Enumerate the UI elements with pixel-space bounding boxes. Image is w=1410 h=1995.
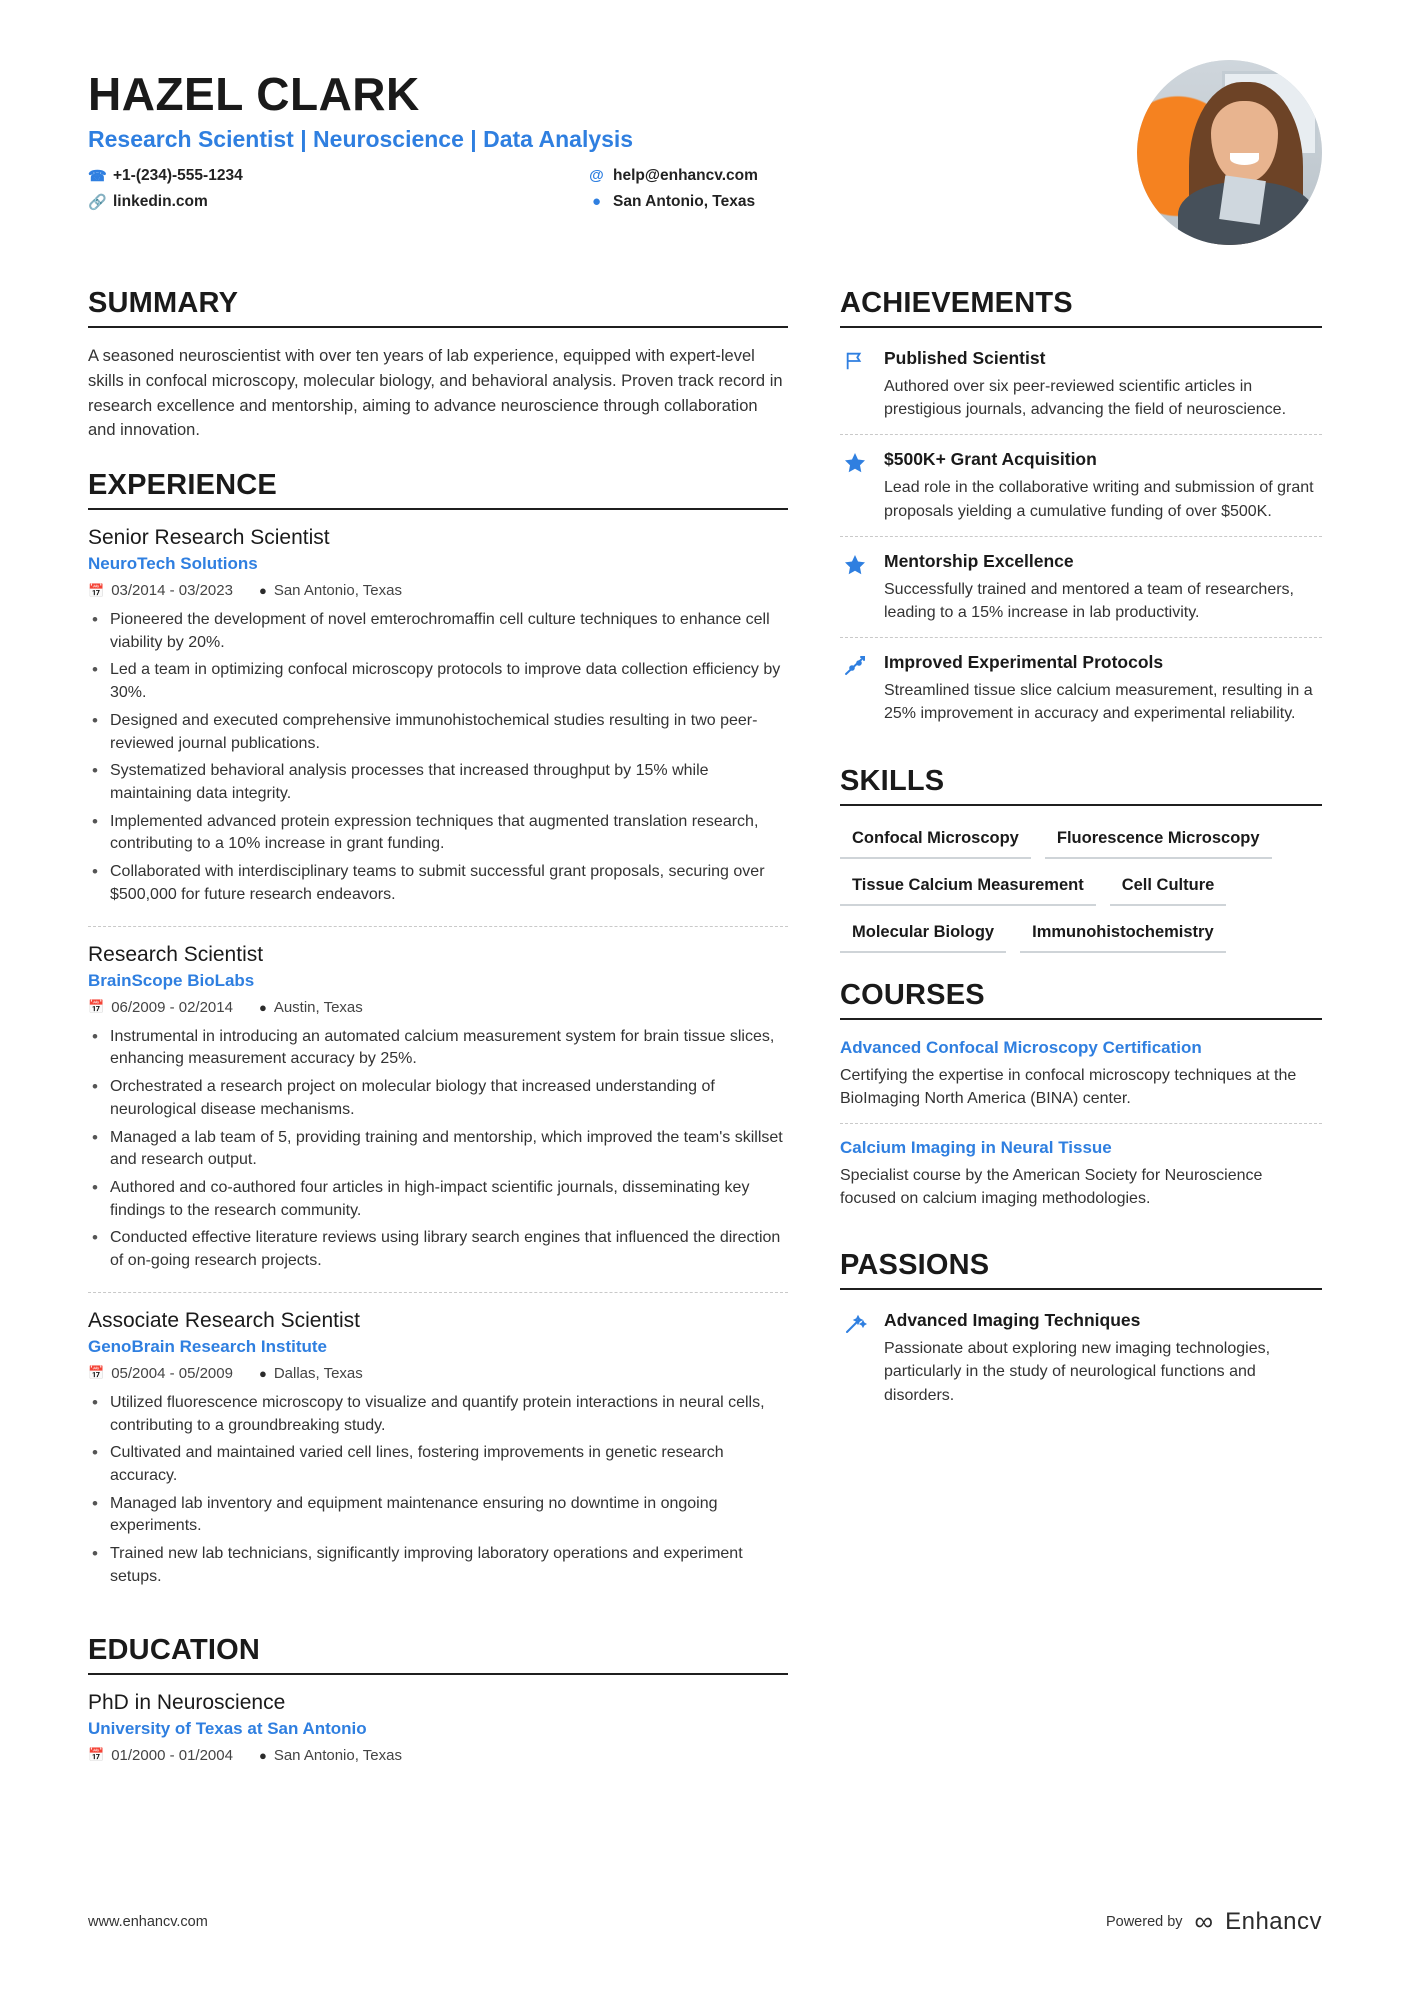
achievement-item: [840, 434, 1322, 535]
job-role: Senior Research Scientist: [88, 526, 330, 549]
list-item: • Designed and executed comprehensive immunohistochemical studies resulting in two peer-reviewed journal publications.: [88, 710, 788, 755]
course-desc: Certifying the expertise in confocal microscopy techniques at the BioImaging North America (BINA) center.: [840, 1066, 1297, 1107]
job-role: Research Scientist: [88, 942, 264, 966]
location-icon: ●: [258, 583, 267, 598]
experience-item: [88, 926, 788, 1292]
achievement-body: [884, 449, 1322, 522]
summary-divider: [88, 326, 788, 328]
job-meta: [88, 999, 788, 1016]
education-divider: [88, 1673, 788, 1675]
list-item: • Implemented advanced protein expression techniques that augmented translation research, contributing to a 10% increase in grant funding.: [88, 811, 788, 856]
education-location: San Antonio, Texas: [273, 1746, 402, 1764]
calendar-icon: 📅: [88, 999, 105, 1015]
course-item: [840, 1036, 1322, 1123]
achievement-title: $500K+ Grant Acquisition: [884, 449, 1097, 470]
skill-chip: Tissue Calcium Measurement: [840, 869, 1096, 906]
location-icon: ●: [258, 999, 267, 1015]
list-item: • Authored and co-authored four articles in high-impact scientific journals, disseminating key findings to the research community.: [88, 1177, 788, 1222]
course-item: [840, 1123, 1322, 1223]
job-bullets: [88, 1026, 788, 1273]
resume-header: [88, 60, 1322, 245]
contact-link[interactable]: [88, 193, 588, 211]
avatar-face: [1211, 101, 1278, 182]
job-meta: [88, 1365, 788, 1382]
page-title: HAZEL CLARK: [88, 68, 420, 120]
achievement-item: [840, 637, 1322, 738]
contact-location: [588, 193, 758, 211]
contact-location-text: San Antonio, Texas: [613, 192, 756, 210]
courses-divider: [840, 1018, 1322, 1020]
magic-wand-icon: [840, 1310, 870, 1407]
job-dates: 03/2014 - 03/2023: [111, 582, 233, 599]
skills-heading: SKILLS: [840, 764, 945, 797]
list-item: • Utilized fluorescence microscopy to visualize and quantify protein interactions in neural cells, contributing to a groundbreaking study.: [88, 1392, 788, 1437]
job-meta: [88, 582, 788, 599]
summary-text: A seasoned neuroscientist with over ten years of lab experience, equipped with expert-level skills in confocal microscopy, molecular biology, and behavioral analysis. Proven track record in research excellence and mentorship, aiming to advance neuroscience through collaboration and innovation.: [88, 347, 783, 440]
job-dates: 06/2009 - 02/2014: [111, 998, 233, 1016]
phone-icon: ☎: [88, 167, 107, 185]
list-item: • Conducted effective literature reviews using library search engines that influenced the direction of on-going research projects.: [88, 1227, 788, 1272]
passions-heading: PASSIONS: [840, 1249, 990, 1282]
achievements-heading: ACHIEVEMENTS: [840, 287, 1073, 319]
education-location-wrap: [259, 1747, 402, 1764]
passion-desc: Passionate about exploring new imaging technologies, particularly in the study of neurological functions and disorders.: [884, 1340, 1271, 1404]
experience-divider: [88, 508, 788, 510]
powered-by-label: Powered by: [1105, 1913, 1183, 1930]
courses-heading: COURSES: [840, 978, 985, 1011]
chart-line-icon: [840, 652, 870, 725]
skill-chip: Immunohistochemistry: [1020, 916, 1226, 953]
contact-link-text: linkedin.com: [113, 192, 208, 210]
education-degree: PhD in Neuroscience: [88, 1690, 286, 1714]
passion-body: [884, 1310, 1322, 1407]
section-skills: [840, 765, 1322, 953]
footer-website[interactable]: www.enhancv.com: [88, 1913, 208, 1930]
avatar-collar: [1219, 176, 1265, 226]
job-location: Dallas, Texas: [273, 1364, 363, 1382]
job-location-wrap: [259, 1365, 363, 1382]
list-item: • Managed a lab team of 5, providing training and mentorship, which improved the team's skillset and research output.: [88, 1127, 788, 1172]
achievement-body: [884, 348, 1322, 421]
right-column: [840, 287, 1322, 1790]
achievement-desc: Successfully trained and mentored a team of researchers, leading to a 15% increase in lab productivity.: [884, 580, 1294, 621]
summary-heading: SUMMARY: [88, 287, 239, 319]
contact-phone[interactable]: [88, 167, 588, 185]
education-meta: [88, 1747, 788, 1764]
list-item: • Systematized behavioral analysis processes that increased throughput by 15% while maintaining data integrity.: [88, 760, 788, 805]
footer-branding: [1106, 1906, 1322, 1937]
achievement-item: [840, 536, 1322, 637]
job-company[interactable]: BrainScope BioLabs: [88, 970, 255, 990]
headline: Research Scientist | Neuroscience | Data Analysis: [88, 125, 634, 152]
list-item: • Pioneered the development of novel emterochromaffin cell culture techniques to enhance cell viability by 20%.: [88, 609, 788, 654]
education-heading: EDUCATION: [88, 1633, 261, 1666]
calendar-icon: 📅: [88, 1365, 105, 1381]
page-footer: [88, 1906, 1322, 1937]
job-dates-wrap: [88, 582, 233, 599]
list-item: • Managed lab inventory and equipment maintenance ensuring no downtime in ongoing experiments.: [88, 1493, 788, 1538]
section-courses: [840, 979, 1322, 1224]
star-icon: [840, 551, 870, 624]
achievement-title: Published Scientist: [884, 348, 1046, 368]
section-education: [88, 1634, 788, 1764]
contact-email[interactable]: [588, 167, 758, 185]
job-dates: 05/2004 - 05/2009: [111, 1364, 233, 1382]
achievements-divider: [840, 326, 1322, 328]
section-passions: [840, 1249, 1322, 1407]
location-icon: ●: [591, 193, 602, 211]
skill-chip: Molecular Biology: [840, 916, 1006, 953]
skills-divider: [840, 804, 1322, 806]
job-role: Associate Research Scientist: [88, 1308, 360, 1332]
content-columns: [88, 287, 1322, 1790]
experience-item: [88, 526, 788, 926]
achievement-desc: Lead role in the collaborative writing and submission of grant proposals yielding a cumulative funding of over $500K.: [884, 479, 1314, 520]
skill-chip: Cell Culture: [1110, 869, 1227, 906]
job-location-wrap: [259, 999, 363, 1016]
course-title[interactable]: Calcium Imaging in Neural Tissue: [840, 1137, 1112, 1157]
calendar-icon: 📅: [88, 582, 105, 598]
education-school[interactable]: University of Texas at San Antonio: [88, 1718, 367, 1738]
skill-chip: Confocal Microscopy: [840, 822, 1031, 859]
list-item: • Led a team in optimizing confocal microscopy protocols to improve data collection efficiency by 30%.: [88, 659, 788, 704]
experience-item: [88, 1292, 788, 1608]
job-location: San Antonio, Texas: [273, 582, 402, 599]
list-item: • Trained new lab technicians, significantly improving laboratory operations and experiment setups.: [88, 1543, 788, 1588]
contact-email-text: help@enhancv.com: [613, 166, 758, 184]
section-achievements: [840, 287, 1322, 739]
email-icon: @: [589, 167, 604, 185]
left-column: [88, 287, 788, 1790]
education-item: [88, 1691, 788, 1764]
calendar-icon: 📅: [88, 1747, 105, 1763]
job-bullets: [88, 609, 788, 907]
education-dates-wrap: [88, 1747, 233, 1764]
course-desc: Specialist course by the American Society for Neuroscience focused on calcium imaging methodologies.: [840, 1166, 1263, 1208]
section-experience: [88, 469, 788, 1608]
achievement-title: Improved Experimental Protocols: [884, 652, 1164, 673]
course-title[interactable]: Advanced Confocal Microscopy Certification: [840, 1037, 1202, 1057]
achievement-title: Mentorship Excellence: [884, 550, 1074, 571]
job-dates-wrap: [88, 999, 233, 1016]
passions-divider: [840, 1288, 1322, 1290]
job-dates-wrap: [88, 1365, 233, 1382]
education-dates: 01/2000 - 01/2004: [111, 1746, 233, 1764]
list-item: • Cultivated and maintained varied cell lines, fostering improvements in genetic research accuracy.: [88, 1442, 788, 1487]
job-company[interactable]: NeuroTech Solutions: [88, 554, 258, 573]
link-icon: 🔗: [88, 193, 107, 211]
skill-chip: Fluorescence Microscopy: [1045, 822, 1272, 859]
header-left: [88, 60, 758, 211]
job-company[interactable]: GenoBrain Research Institute: [88, 1336, 328, 1356]
achievement-item: [840, 344, 1322, 434]
contact-list: [88, 167, 758, 211]
contact-phone-text: +1-(234)-555-1234: [113, 166, 243, 184]
location-icon: ●: [258, 1747, 267, 1763]
experience-heading: EXPERIENCE: [88, 469, 277, 501]
achievement-body: [884, 551, 1322, 624]
job-location-wrap: [259, 582, 402, 599]
brand-name: Enhancv: [1225, 1907, 1322, 1935]
enhancv-logo-icon: ∞: [1194, 1906, 1214, 1936]
achievement-desc: Authored over six peer-reviewed scientific articles in prestigious journals, advancing the field of neuroscience.: [884, 378, 1287, 419]
list-item: • Instrumental in introducing an automated calcium measurement system for brain tissue slices, enhancing measurement accuracy by 25%.: [88, 1026, 788, 1071]
job-bullets: [88, 1392, 788, 1589]
list-item: • Orchestrated a research project on molecular biology that increased understanding of neurological disease mechanisms.: [88, 1076, 788, 1121]
achievement-desc: Streamlined tissue slice calcium measurement, resulting in a 25% improvement in accuracy and experimental reliability.: [884, 682, 1313, 723]
passion-item: [840, 1306, 1322, 1407]
list-item: • Collaborated with interdisciplinary teams to submit successful grant proposals, securing over $500,000 for future research endeavors.: [88, 861, 788, 906]
star-icon: [840, 449, 870, 522]
job-location: Austin, Texas: [273, 998, 363, 1016]
flag-icon: [840, 348, 870, 421]
achievement-body: [884, 652, 1322, 725]
location-icon: ●: [258, 1365, 267, 1381]
avatar: [1137, 60, 1322, 245]
skills-list: [840, 822, 1322, 953]
passion-title: Advanced Imaging Techniques: [884, 1310, 1141, 1331]
section-summary: [88, 287, 788, 443]
